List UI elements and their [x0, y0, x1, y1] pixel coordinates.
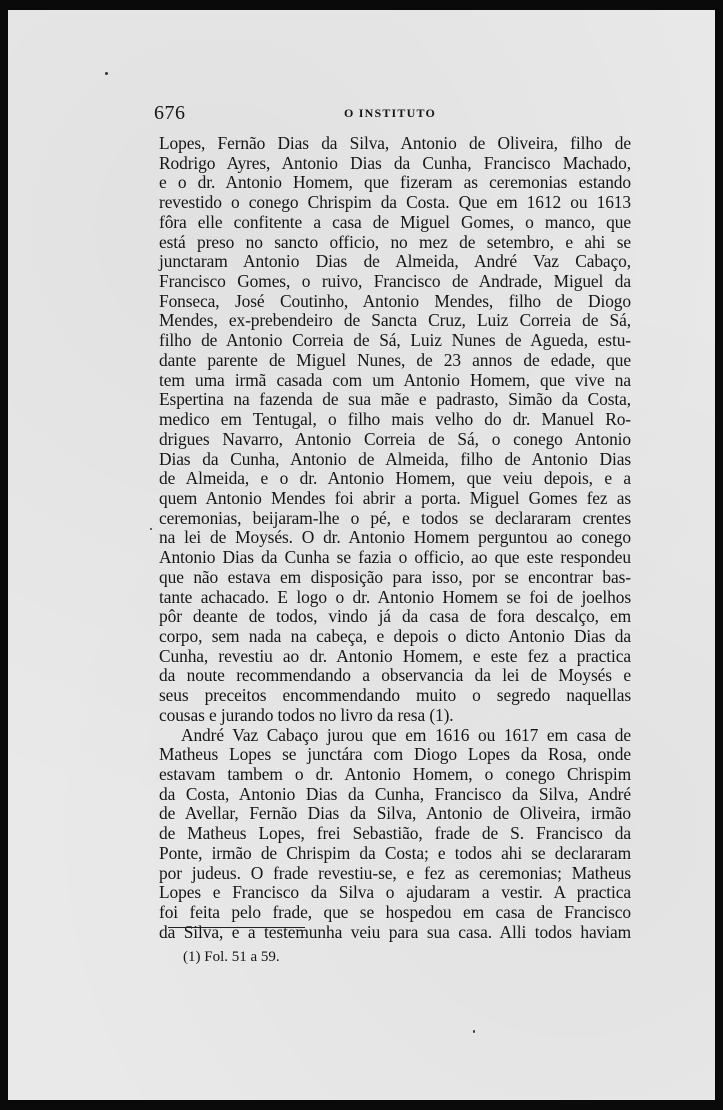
- text-line: Lopes e Francisco da Silva o ajudaram a vestir. A practica: [159, 882, 631, 903]
- text-line: de Avellar, Fernão Dias da Silva, Antonio de Oliveira, irmão: [159, 803, 631, 824]
- text-line: Fonseca, José Coutinho, Antonio Mendes, filho de Diogo: [159, 290, 631, 311]
- text-line: Ponte, irmão de Chrispim da Costa; e todos ahi se declararam: [159, 842, 631, 863]
- text-line: tante achacado. E logo o dr. Antonio Homem se foi de joelhos: [159, 586, 631, 607]
- text-line: filho de Antonio Correia de Sá, Luiz Nunes de Agueda, estu-: [159, 330, 631, 351]
- text-line: André Vaz Cabaço jurou que em 1616 ou 1617 em casa de: [181, 724, 631, 745]
- text-line: ceremonias, beijaram-lhe o pé, e todos se declararam crentes: [159, 507, 631, 528]
- text-line: seus preceitos encommendando muito o segredo naquellas: [159, 685, 631, 706]
- text-line: revestido o conego Chrispim da Costa. Que em 1612 ou 1613: [159, 192, 631, 213]
- body-text: [159, 134, 631, 942]
- text-line: drigues Navarro, Antonio Correia de Sá, o conego Antonio: [159, 428, 631, 449]
- ink-speck: [105, 72, 108, 75]
- text-line: de Matheus Lopes, frei Sebastião, frade de S. Francisco da: [159, 823, 631, 844]
- text-line: junctaram Antonio Dias de Almeida, André Vaz Cabaço,: [159, 251, 631, 272]
- page-header: [154, 102, 634, 126]
- text-line: e o dr. Antonio Homem, que fizeram as ceremonias estando: [159, 172, 631, 193]
- text-line: por judeus. O frade revestiu-se, e fez as ceremonias; Matheus: [159, 862, 631, 883]
- ink-speck: [473, 1030, 475, 1033]
- text-line: foi feita pelo frade, que se hospedou em casa de Francisco: [159, 902, 631, 923]
- text-line: corpo, sem nada na cabeça, e depois o dicto Antonio Dias da: [159, 625, 631, 646]
- text-line: Dias da Cunha, Antonio de Almeida, filho de Antonio Dias: [159, 448, 631, 469]
- text-line: da Silva, e a testemunha veiu para sua casa. Alli todos haviam: [159, 921, 631, 942]
- text-line: que não estava em disposição para isso, por se encontrar bas-: [159, 566, 631, 587]
- text-line: quem Antonio Mendes foi abrir a porta. Miguel Gomes fez as: [159, 487, 631, 508]
- ink-speck: [150, 528, 152, 530]
- footnote-rule: [168, 927, 305, 928]
- book-page: [8, 10, 715, 1100]
- text-line: Cunha, revestiu ao dr. Antonio Homem, e este fez a practica: [159, 645, 631, 666]
- text-line: Francisco Gomes, o ruivo, Francisco de Andrade, Miguel da: [159, 271, 631, 292]
- text-line: pôr deante de todos, vindo já da casa de fora descalço, em: [159, 606, 631, 627]
- text-line: Mendes, ex-prebendeiro de Sancta Cruz, Luiz Correia de Sá,: [159, 310, 631, 331]
- text-line: Espertina na fazenda de sua mãe e padrasto, Simão da Costa,: [159, 389, 631, 410]
- text-line: de Almeida, e o dr. Antonio Homem, que veiu depois, e a: [159, 468, 631, 489]
- text-line: estavam tambem o dr. Antonio Homem, o conego Chrispim: [159, 764, 631, 784]
- running-title: O INSTITUTO: [344, 106, 437, 120]
- text-line: da noute recommendando a observancia da lei de Moysés e: [159, 665, 631, 686]
- text-line: dante parente de Miguel Nunes, de 23 annos de edade, que: [159, 349, 631, 370]
- text-line: Lopes, Fernão Dias da Silva, Antonio de Oliveira, filho de: [159, 133, 631, 153]
- text-line: medico em Tentugal, o filho mais velho do dr. Manuel Ro-: [159, 409, 631, 430]
- text-line: Rodrigo Ayres, Antonio Dias da Cunha, Francisco Machado,: [159, 152, 631, 173]
- page-number: 676: [154, 102, 186, 124]
- text-line: tem uma irmã casada com um Antonio Homem, que vive na: [159, 369, 631, 390]
- text-line: Antonio Dias da Cunha se fazia o officio, ao que este respondeu: [159, 547, 631, 568]
- text-line: da Costa, Antonio Dias da Cunha, Francisco da Silva, André: [159, 783, 631, 804]
- text-line: está preso no sancto officio, no mez de setembro, e ahi se: [159, 231, 631, 252]
- footnote: (1) Fol. 51 a 59.: [183, 949, 280, 965]
- text-line: na lei de Moysés. O dr. Antonio Homem perguntou ao conego: [159, 527, 631, 548]
- text-line: fôra elle confitente a casa de Miguel Gomes, o manco, que: [159, 211, 631, 232]
- text-line: cousas e jurando todos no livro da resa (1).: [159, 704, 454, 725]
- text-line: Matheus Lopes se junctára com Diogo Lopes da Rosa, onde: [159, 744, 631, 765]
